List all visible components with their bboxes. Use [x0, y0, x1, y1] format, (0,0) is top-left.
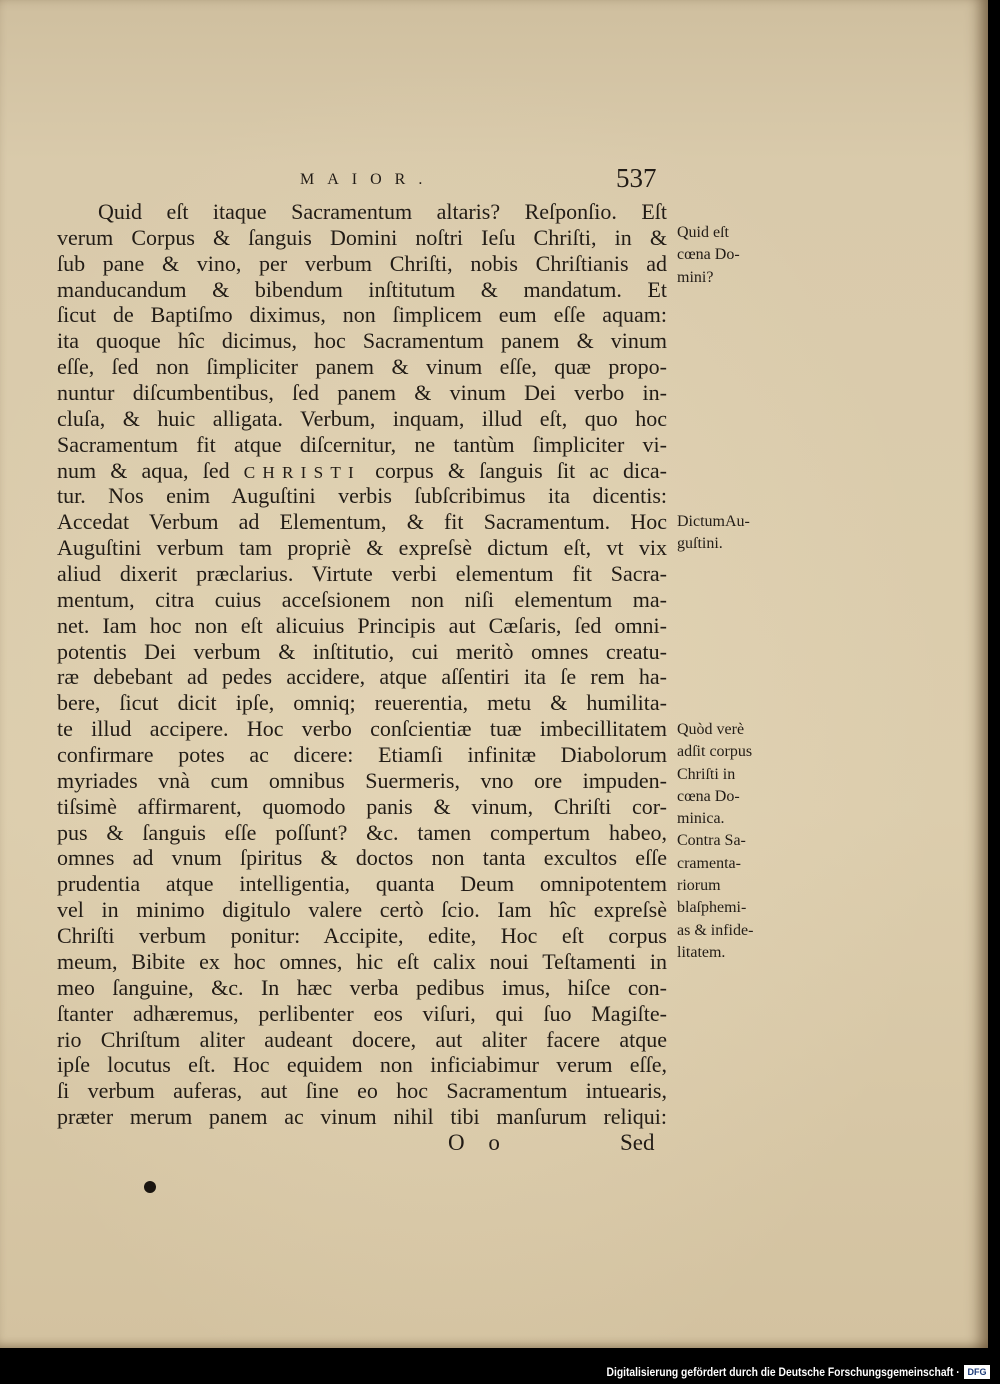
text-line: net. Iam hoc non eſt alicuius Principis aut Cæſaris, ſed omni- — [57, 612, 667, 638]
digitization-credit: Digitalisierung gefördert durch die Deutsche Forschungsgemeinschaft · — [606, 1365, 960, 1379]
text-line: Sacramentum fit atque diſcernitur, ne tantùm ſimpliciter vi- — [57, 431, 667, 457]
text-line: aliud dixerit præclarius. Virtute verbi elementum fit Sacra- — [57, 561, 667, 587]
text-line: pus & ſanguis eſſe poſſunt? &c. tamen compertum habeo, — [57, 819, 667, 845]
text-line: nuntur diſcumbentibus, ſed panem & vinum Dei verbo in- — [57, 380, 667, 406]
text-line: meo ſanguine, &c. In hæc verba pedibus imus, hiſce con- — [57, 974, 667, 1000]
marginal-note-line: DictumAu- — [677, 513, 750, 530]
marginal-note-line: Chriſti in — [677, 765, 736, 783]
text-line: ita quoque hîc dicimus, hoc Sacramentum panem & vinum — [57, 328, 667, 354]
text-line: Chriſti verbum ponitur: Accipite, edite, Hoc eſt corpus — [57, 923, 667, 949]
ink-spot — [144, 1181, 156, 1193]
text-line: meum, Bibite ex hoc omnes, hic eſt calix noui Teſtamenti in — [57, 948, 667, 974]
text-line: manducandum & bibendum inſtitutum & mandatum. Et — [57, 276, 667, 302]
text-line: ipſe locutus eſt. Hoc equidem non inficiabimur verum eſſe, — [57, 1052, 667, 1078]
marginal-note-line: litatem. — [677, 943, 726, 961]
marginal-note-line: guſtini. — [677, 535, 723, 553]
text-line: myriades vnà cum omnibus Suermeris, vno ore impuden- — [57, 767, 667, 793]
small-caps-name: CHRISTI — [243, 462, 361, 482]
text-line: eſſe, ſed non ſimpliciter panem & vinum eſſe, quæ propo- — [57, 354, 667, 380]
text-line: cluſa, & huic alligata. Verbum, inquam, illud eſt, quo hoc — [57, 405, 667, 431]
marginal-note-line: blaſphemi- — [677, 899, 747, 917]
text-line: ſicut de Baptiſmo diximus, non ſimplicem eum eſſe aquam: — [57, 302, 667, 328]
running-title: MAIOR. — [300, 171, 436, 188]
marginal-note — [677, 511, 787, 556]
text-line: ſtanter adhæremus, perlibenter eos viſuri, qui ſuo Magiſte- — [57, 1000, 667, 1026]
marginal-note-line: cœna Do- — [677, 246, 740, 264]
marginal-note-line: adſit corpus — [677, 743, 753, 761]
text-line: verum Corpus & ſanguis Domini noſtri Ieſu Chriſti, in & — [57, 224, 667, 250]
text-line: Quid eſt itaque Sacramentum altaris? Reſponſio. Eſt — [98, 199, 667, 224]
text-line: te illud accipere. Hoc verbo conſcientiæ tuæ imbecillitatem — [57, 716, 667, 742]
text-line: Accedat Verbum ad Elementum, & fit Sacramentum. Hoc — [57, 509, 667, 535]
text-line — [57, 458, 667, 484]
marginal-note-line: cœna Do- — [677, 787, 740, 805]
text-line: mentum, citra cuius acceſsionem non niſi elementum ma- — [57, 586, 667, 612]
text-line: Auguſtini verbum tam propriè & expreſsè dictum eſt, vt vix — [57, 535, 667, 561]
marginal-note-line: mini? — [677, 268, 714, 286]
text-line: omnes ad vnum ſpiritus & doctos non tanta excultos eſſe — [57, 845, 667, 871]
text-line: ræ debebant ad pedes accidere, atque aſſentiri ita ſe rem ha- — [57, 664, 667, 690]
text-segment: num & aqua, ſed — [57, 457, 244, 483]
page-number: 537 — [616, 163, 657, 193]
text-line: ſi verbum auferas, aut ſine eo hoc Sacramentum intuearis, — [57, 1078, 667, 1104]
text-segment: corpus & ſanguis ſit ac dica- — [360, 457, 667, 483]
marginal-note-line: minica. — [677, 810, 725, 828]
marginal-note-line: Contra Sa- — [677, 832, 746, 850]
text-line: potentis Dei verbum & inſtitutio, cui meritò omnes creatu- — [57, 638, 667, 664]
text-line: rio Chriſtum aliter audeant docere, aut aliter facere atque — [57, 1026, 667, 1052]
marginal-note-line: Quid eſt — [677, 224, 729, 241]
body-text — [57, 199, 667, 1130]
text-line: tiſsimè affirmarent, quomodo panis & vinum, Chriſti cor- — [57, 793, 667, 819]
text-line: vel in minimo digitulo valere certò ſcio. Iam hîc expreſsè — [57, 897, 667, 923]
text-line: confirmare potes ac dicere: Etiamſi infinitæ Diabolorum — [57, 742, 667, 768]
text-line: bere, ſicut dicit ipſe, omniq; reuerentia, metu & humilita- — [57, 690, 667, 716]
marginal-note-line: Quòd verè — [677, 721, 745, 738]
text-line: prudentia atque intelligentia, quanta Deum omnipotentem — [57, 871, 667, 897]
marginal-note — [677, 222, 787, 289]
signature-mark: O o — [448, 1130, 509, 1155]
dfg-logo-icon: DFG — [964, 1365, 990, 1379]
text-line: tur. Nos enim Auguſtini verbis ſubſcribimus ita dicentis: — [57, 483, 667, 509]
marginal-note-line: as & infide- — [677, 921, 754, 939]
text-line: ſub pane & vino, per verbum Chriſti, nobis Chriſtianis ad — [57, 250, 667, 276]
marginal-note-line: riorum — [677, 877, 721, 895]
catchword: Sed — [620, 1130, 655, 1155]
text-line: præter merum panem ac vinum nihil tibi manſurum reliqui: — [57, 1104, 667, 1130]
marginal-note — [677, 719, 787, 964]
marginal-note-line: cramenta- — [677, 854, 741, 872]
